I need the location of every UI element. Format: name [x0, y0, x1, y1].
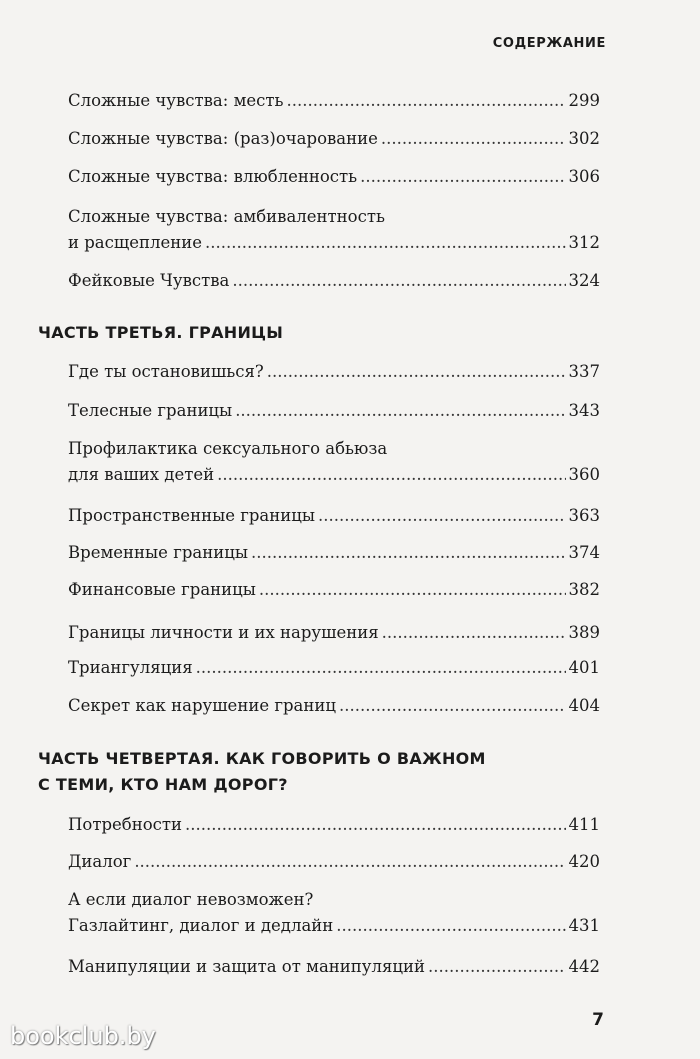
toc-entry: [68, 268, 600, 294]
running-head: СОДЕРЖАНИЕ: [492, 36, 606, 51]
entry-page: 299: [568, 91, 600, 110]
entry-page: 442: [568, 957, 600, 976]
entry-title: Пространственные границы: [68, 506, 315, 525]
dot-leader: [134, 849, 565, 875]
toc-entry: [68, 887, 600, 939]
entry-title: Сложные чувства: (раз)очарование: [68, 129, 378, 148]
toc-entry: [68, 655, 600, 681]
dot-leader: [251, 540, 566, 566]
entry-title: Границы личности и их нарушения: [68, 623, 379, 642]
toc-entry: [68, 398, 600, 424]
entry-title: Финансовые границы: [68, 580, 256, 599]
entry-title: Сложные чувства: месть: [68, 91, 284, 110]
entry-page: 302: [568, 129, 600, 148]
dot-leader: [287, 88, 566, 114]
entry-title: и расщепление: [68, 233, 202, 252]
entry-page: 306: [568, 167, 600, 186]
entry-page: 431: [568, 916, 600, 935]
dot-leader: [428, 954, 566, 980]
section-title-line1: ЧАСТЬ ЧЕТВЕРТАЯ. КАК ГОВОРИТЬ О ВАЖНОМ: [38, 749, 486, 768]
dot-leader: [336, 913, 565, 939]
page-number: 7: [592, 1010, 604, 1030]
section-title-part-three: ЧАСТЬ ТРЕТЬЯ. ГРАНИЦЫ: [38, 323, 284, 342]
toc-entry: [68, 126, 600, 152]
entry-page: 389: [568, 623, 600, 642]
dot-leader: [196, 655, 566, 681]
toc-entry: [68, 503, 600, 529]
dot-leader: [339, 693, 566, 719]
toc-entry: [68, 849, 600, 875]
entry-page: 420: [568, 852, 600, 871]
toc-entry: [68, 954, 600, 980]
entry-page: 360: [568, 465, 600, 484]
toc-entry: [68, 577, 600, 603]
dot-leader: [235, 398, 565, 424]
dot-leader: [185, 812, 565, 838]
entry-title: Временные границы: [68, 543, 248, 562]
toc-entry: [68, 359, 600, 385]
toc-entry: [68, 540, 600, 566]
dot-leader: [318, 503, 566, 529]
dot-leader: [382, 620, 566, 646]
entry-title-line1: А если диалог невозможен?: [68, 890, 314, 909]
entry-page: 312: [568, 233, 600, 252]
toc-entry: [68, 88, 600, 114]
dot-leader: [381, 126, 566, 152]
entry-title-line1: Профилактика сексуального абьюза: [68, 439, 388, 458]
dot-leader: [217, 462, 565, 488]
entry-page: 382: [568, 580, 600, 599]
dot-leader: [232, 268, 565, 294]
entry-page: 337: [568, 362, 600, 381]
entry-page: 343: [568, 401, 600, 420]
dot-leader: [205, 230, 566, 256]
entry-page: 411: [568, 815, 600, 834]
entry-page: 401: [568, 658, 600, 677]
entry-page: 374: [568, 543, 600, 562]
entry-title: Фейковые Чувства: [68, 271, 230, 290]
dot-leader: [360, 164, 565, 190]
entry-title: Диалог: [68, 852, 132, 871]
toc-entry: [68, 693, 600, 719]
toc-entry: [68, 204, 600, 256]
entry-title: Где ты остановишься?: [68, 362, 264, 381]
dot-leader: [267, 359, 566, 385]
entry-title: Манипуляции и защита от манипуляций: [68, 957, 425, 976]
entry-title-line1: Сложные чувства: амбивалентность: [68, 207, 385, 226]
section-title-line2: С ТЕМИ, КТО НАМ ДОРОГ?: [38, 775, 288, 794]
toc-entry: [68, 436, 600, 488]
dot-leader: [259, 577, 566, 603]
watermark-text: bookclub.by: [10, 1022, 156, 1050]
entry-page: 363: [568, 506, 600, 525]
entry-title: для ваших детей: [68, 465, 215, 484]
entry-page: 404: [568, 696, 600, 715]
entry-title: Газлайтинг, диалог и дедлайн: [68, 916, 334, 935]
entry-title: Триангуляция: [68, 658, 193, 677]
entry-title: Сложные чувства: влюбленность: [68, 167, 358, 186]
section-title-part-four: [38, 746, 598, 798]
entry-page: 324: [568, 271, 600, 290]
entry-title: Секрет как нарушение границ: [68, 696, 336, 715]
toc-entry: [68, 812, 600, 838]
toc-entry: [68, 164, 600, 190]
entry-title: Телесные границы: [68, 401, 233, 420]
entry-title: Потребности: [68, 815, 183, 834]
toc-entry: [68, 620, 600, 646]
